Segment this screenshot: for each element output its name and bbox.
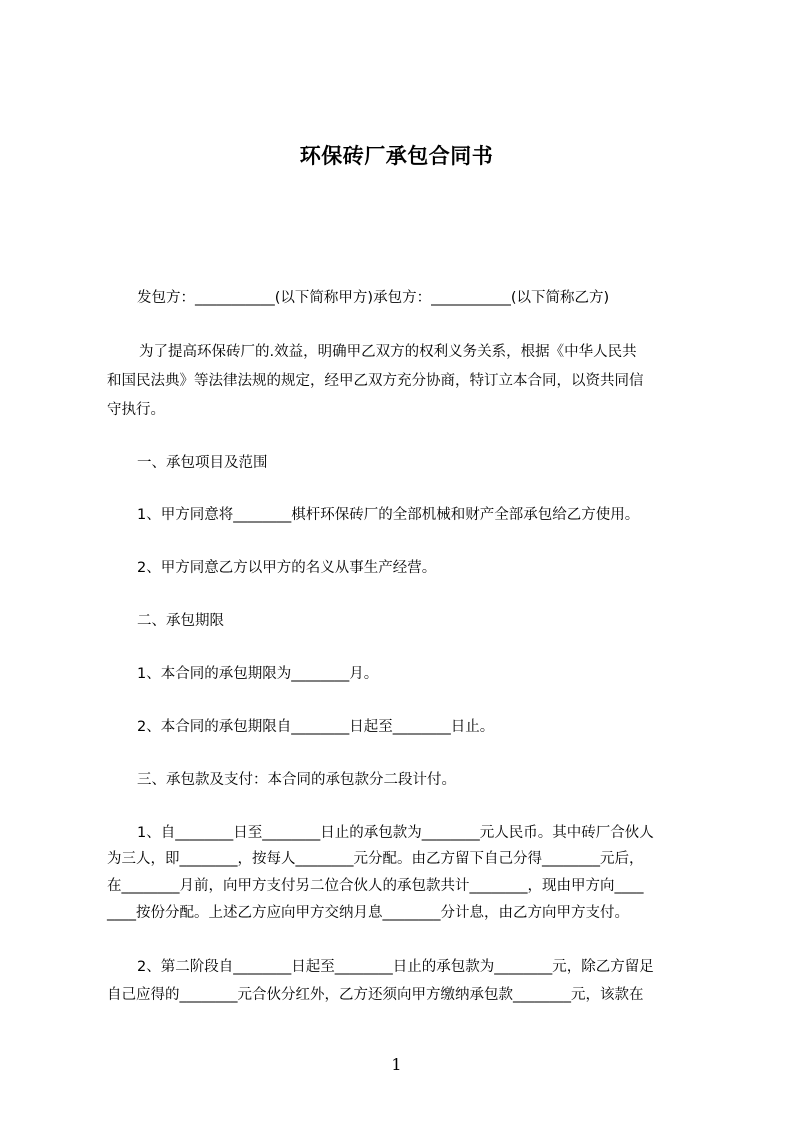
preamble-line-1: 为了提高环保砖厂的.效益，明确甲乙双方的权利义务关系，根据《中华人民共 [139, 344, 637, 360]
section-1-item-1: 1、甲方同意将________棋杆环保砖厂的全部机械和财产全部承包给乙方使用。 [137, 507, 640, 523]
section-2-item-1: 1、本合同的承包期限为________月。 [137, 666, 379, 682]
preamble-line-3: 守执行。 [107, 402, 165, 418]
document-title: 环保砖厂承包合同书 [299, 144, 494, 168]
page-number: 1 [391, 1055, 402, 1074]
section-3-heading: 三、承包款及支付：本合同的承包款分二段计付。 [137, 772, 456, 788]
section-3-item-2-line-1: 2、第二阶段自________日起至________日止的承包款为________元，除乙方留足 [137, 959, 654, 975]
preamble-line-2: 和国民法典》等法律法规的规定，经甲乙双方充分协商，特订立本合同，以资共同信 [107, 373, 644, 389]
section-3-item-1-line-1: 1、自________日至________日止的承包款为________元人民币。其中砖厂合伙人 [137, 825, 654, 841]
section-1-heading: 一、承包项目及范围 [137, 455, 268, 471]
parties-line: 发包方：___________(以下简称甲方)承包方：___________(以下简称乙方) [137, 290, 610, 306]
section-2-heading: 二、承包期限 [137, 613, 224, 629]
section-1-item-2: 2、甲方同意乙方以甲方的名义从事生产经营。 [137, 560, 437, 576]
section-3-item-1-line-4: ____按份分配。上述乙方应向甲方交纳月息________分计息，由乙方向甲方支付。 [107, 905, 629, 921]
section-3-item-1-line-3: 在________月前，向甲方支付另二位合伙人的承包款共计________，现由甲方向____ [107, 878, 644, 894]
section-3-item-2-line-2: 自己应得的________元合伙分红外，乙方还须向甲方缴纳承包款________元，该款在 [107, 987, 644, 1003]
section-2-item-2: 2、本合同的承包期限自________日起至________日止。 [137, 719, 495, 735]
section-3-item-1-line-2: 为三人，即________，按每人________元分配。由乙方留下自己分得________元后， [107, 851, 644, 867]
